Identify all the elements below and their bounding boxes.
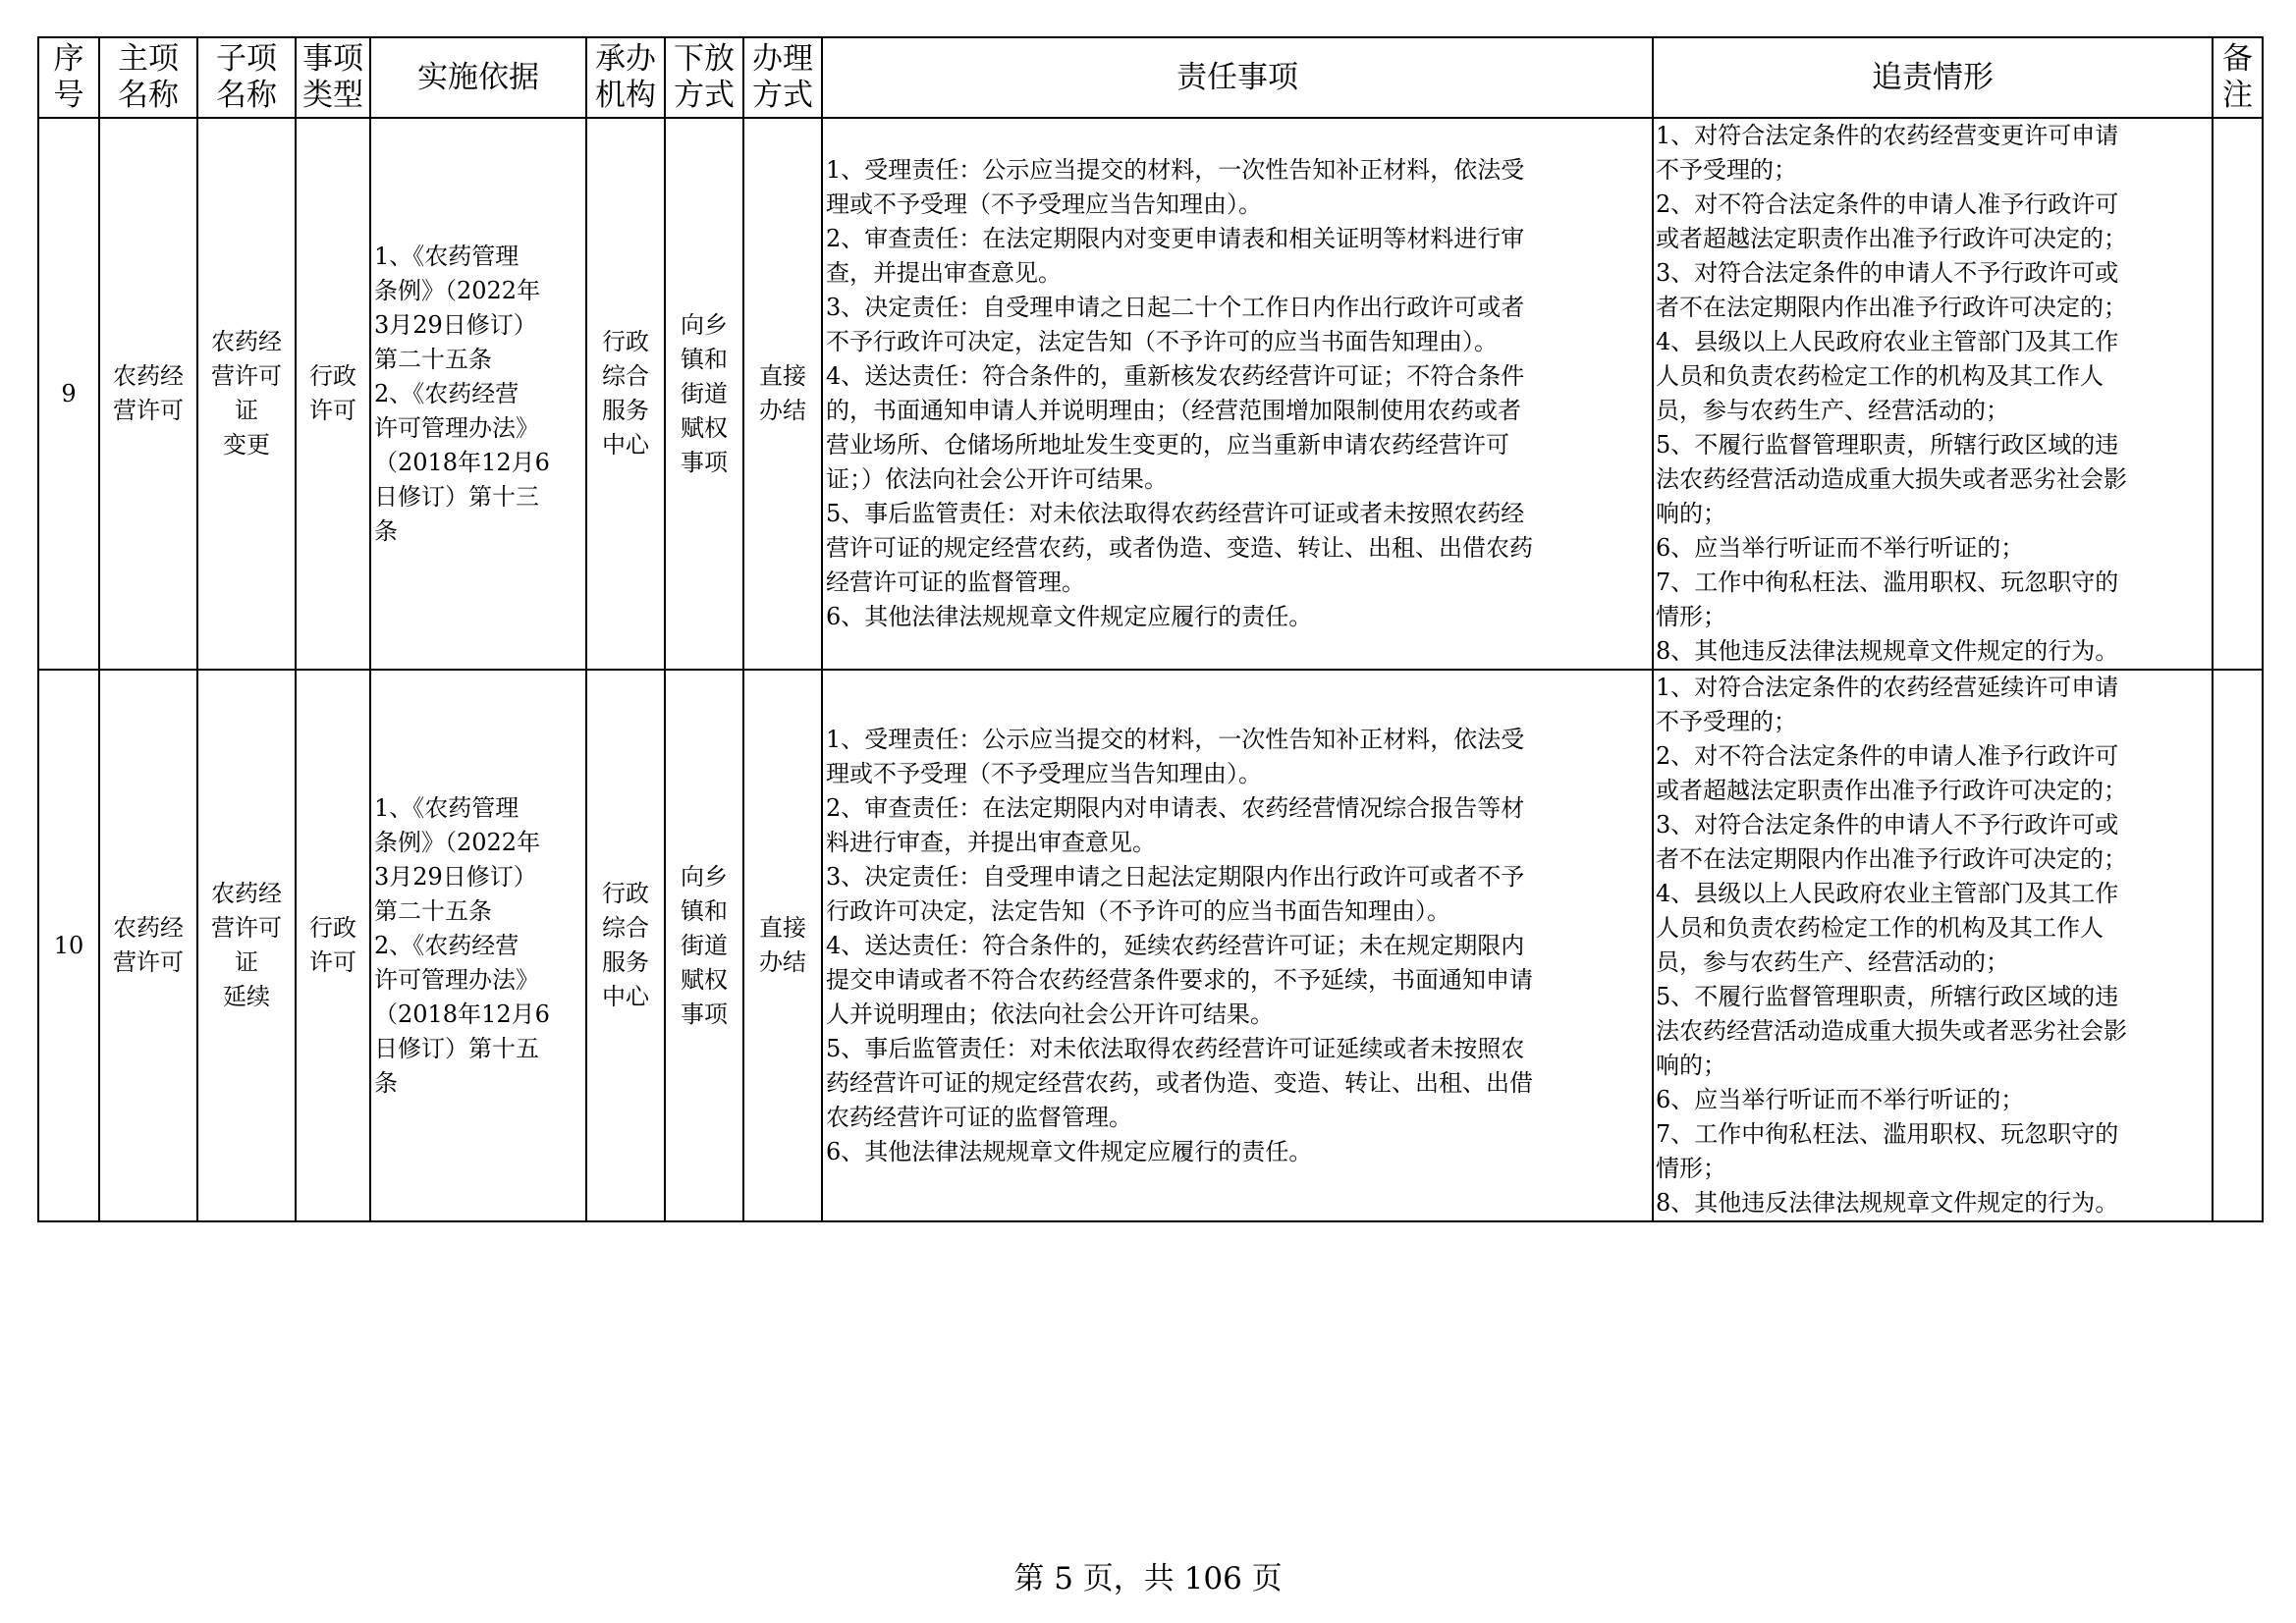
cell-remark xyxy=(2213,118,2263,670)
header-seq: 序 号 xyxy=(38,37,99,118)
cell-basis: 1、《农药管理 条例》（2022年 3月29日修订） 第二十五条 2、《农药经营 许可管理办法》 （2018年12月6 日修订）第十五 条 xyxy=(370,670,586,1221)
cell-handle: 直接 办结 xyxy=(743,670,822,1221)
cell-seq: 9 xyxy=(38,118,99,670)
cell-accountability: 1、对符合法定条件的农药经营延续许可申请 不予受理的； 2、对不符合法定条件的申请人准予行政许可 或者超越法定职责作出准予行政许可决定的； 3、对符合法定条件的申请人不予行政许可或 者不在法定期限内作出准予行政许可决定的； 4、县级以上人民政府农业主管部门及其工作 人员和负责农药检定工作的机构及其工作人 员，参与农药生产、经营活动的； 5、不履行监督管理职责，所辖行政区域的违 法农药经营活动造成重大损失或者恶劣社会影 响的； 6、应当举行听证而不举行听证的； 7、工作中徇私枉法、滥用职权、玩忽职守的 情形； 8、其他违反法律法规规章文件规定的行为。 xyxy=(1653,670,2213,1221)
cell-delegate: 向乡 镇和 街道 赋权 事项 xyxy=(665,118,743,670)
header-remark: 备 注 xyxy=(2213,37,2263,118)
cell-duty: 1、受理责任：公示应当提交的材料，一次性告知补正材料，依法受 理或不予受理（不予受理应当告知理由）。 2、审查责任：在法定期限内对变更申请表和相关证明等材料进行审 查，并提出审查意见。 3、决定责任：自受理申请之日起二十个工作日内作出行政许可或者 不予行政许可决定，法定告知（不予许可的应当书面告知理由）。 4、送达责任：符合条件的，重新核发农药经营许可证；不符合条件 的，书面通知申请人并说明理由；（经营范围增加限制使用农药或者 营业场所、仓储场所地址发生变更的，应当重新申请农药经营许可 证；）依法向社会公开许可结果。 5、事后监管责任：对未依法取得农药经营许可证或者未按照农药经 营许可证的规定经营农药，或者伪造、变造、转让、出租、出借农药 经营许可证的监督管理。 6、其他法律法规规章文件规定应履行的责任。 xyxy=(822,118,1653,670)
header-main-name: 主项 名称 xyxy=(99,37,197,118)
header-handle: 办理 方式 xyxy=(743,37,822,118)
cell-org: 行政 综合 服务 中心 xyxy=(586,670,665,1221)
cell-duty: 1、受理责任：公示应当提交的材料，一次性告知补正材料，依法受 理或不予受理（不予受理应当告知理由）。 2、审查责任：在法定期限内对申请表、农药经营情况综合报告等材 料进行审查，并提出审查意见。 3、决定责任：自受理申请之日起法定期限内作出行政许可或者不予 行政许可决定，法定告知（不予许可的应当书面告知理由）。 4、送达责任：符合条件的，延续农药经营许可证；未在规定期限内 提交申请或者不符合农药经营条件要求的，不予延续，书面通知申请 人并说明理由；依法向社会公开许可结果。 5、事后监管责任：对未依法取得农药经营许可证延续或者未按照农 药经营许可证的规定经营农药，或者伪造、变造、转让、出租、出借 农药经营许可证的监督管理。 6、其他法律法规规章文件规定应履行的责任。 xyxy=(822,670,1653,1221)
cell-main-name: 农药经 营许可 xyxy=(99,670,197,1221)
table-row xyxy=(38,118,2263,670)
responsibility-table xyxy=(37,36,2264,1222)
header-org: 承办 机构 xyxy=(586,37,665,118)
cell-accountability: 1、对符合法定条件的农药经营变更许可申请 不予受理的； 2、对不符合法定条件的申请人准予行政许可 或者超越法定职责作出准予行政许可决定的； 3、对符合法定条件的申请人不予行政许可或 者不在法定期限内作出准予行政许可决定的； 4、县级以上人民政府农业主管部门及其工作 人员和负责农药检定工作的机构及其工作人 员，参与农药生产、经营活动的； 5、不履行监督管理职责，所辖行政区域的违 法农药经营活动造成重大损失或者恶劣社会影 响的； 6、应当举行听证而不举行听证的； 7、工作中徇私枉法、滥用职权、玩忽职守的 情形； 8、其他违反法律法规规章文件规定的行为。 xyxy=(1653,118,2213,670)
header-delegate: 下放 方式 xyxy=(665,37,743,118)
header-row xyxy=(38,37,2263,118)
cell-handle: 直接 办结 xyxy=(743,118,822,670)
header-type: 事项 类型 xyxy=(296,37,370,118)
cell-type: 行政 许可 xyxy=(296,118,370,670)
header-accountability: 追责情形 xyxy=(1653,37,2213,118)
cell-sub-name: 农药经 营许可 证 变更 xyxy=(197,118,296,670)
cell-sub-name: 农药经 营许可 证 延续 xyxy=(197,670,296,1221)
header-basis: 实施依据 xyxy=(370,37,586,118)
cell-seq: 10 xyxy=(38,670,99,1221)
cell-org: 行政 综合 服务 中心 xyxy=(586,118,665,670)
cell-basis: 1、《农药管理 条例》（2022年 3月29日修订） 第二十五条 2、《农药经营 许可管理办法》 （2018年12月6 日修订）第十三 条 xyxy=(370,118,586,670)
page-number: 第 5 页，共 106 页 xyxy=(1013,1561,1283,1596)
header-duty: 责任事项 xyxy=(822,37,1653,118)
header-sub-name: 子项 名称 xyxy=(197,37,296,118)
cell-type: 行政 许可 xyxy=(296,670,370,1221)
table-row xyxy=(38,670,2263,1221)
cell-remark xyxy=(2213,670,2263,1221)
cell-main-name: 农药经 营许可 xyxy=(99,118,197,670)
cell-delegate: 向乡 镇和 街道 赋权 事项 xyxy=(665,670,743,1221)
